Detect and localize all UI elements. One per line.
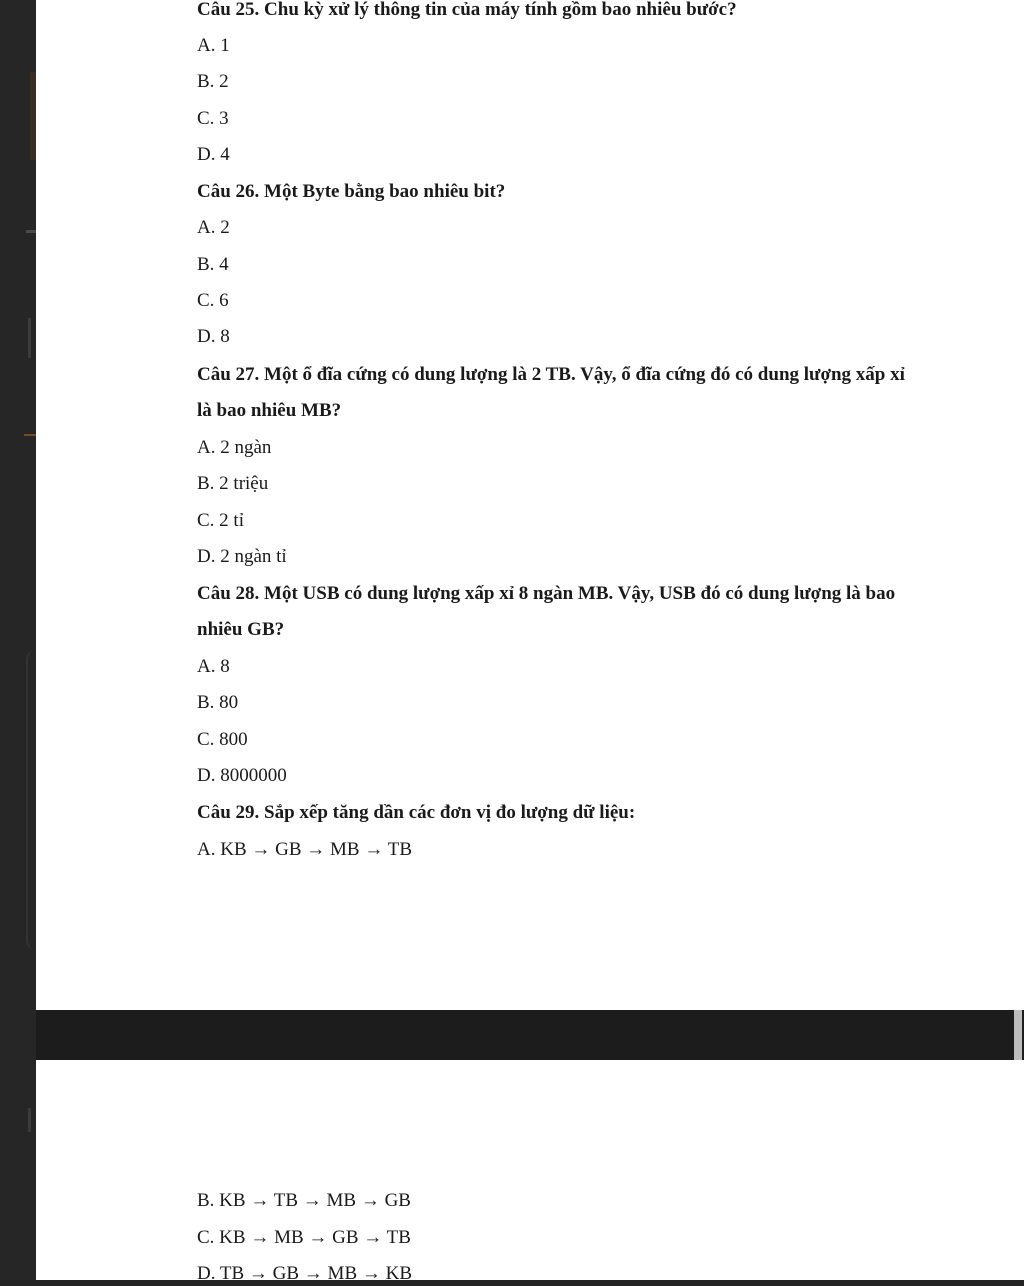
left-background-strip: [0, 0, 36, 1280]
question-29-option-a: A. KB → GB → MB → TB: [197, 839, 413, 860]
question-27-option-d: D. 2 ngàn tỉ: [197, 546, 287, 567]
question-26-option-b: B. 4: [197, 254, 229, 275]
background-mark: [26, 230, 36, 233]
question-28-option-c: C. 800: [197, 729, 248, 750]
question-28-option-b: B. 80: [197, 692, 239, 713]
question-25-option-a: A. 1: [197, 35, 230, 56]
question-27-option-a: A. 2 ngàn: [197, 437, 272, 458]
question-25-option-c: C. 3: [197, 108, 229, 129]
question-29-title: Câu 29. Sắp xếp tăng dần các đơn vị đo lượng dữ liệu:: [197, 802, 636, 823]
question-29-option-c: C. KB → MB → GB → TB: [197, 1227, 411, 1248]
question-29-option-b: B. KB → TB → MB → GB: [197, 1190, 411, 1211]
page-divider-bar: [36, 1010, 1024, 1060]
question-25-option-d: D. 4: [197, 144, 230, 165]
question-25-option-b: B. 2: [197, 71, 229, 92]
question-29-option-d: D. TB → GB → MB → KB: [197, 1263, 413, 1284]
question-26-option-c: C. 6: [197, 290, 229, 311]
document-page-bottom: [36, 1060, 1024, 1280]
background-mark: [24, 434, 36, 436]
question-28-title-line1: Câu 28. Một USB có dung lượng xấp xỉ 8 ngàn MB. Vậy, USB đó có dung lượng là bao: [197, 583, 896, 604]
question-26-option-a: A. 2: [197, 217, 230, 238]
scrollbar-thumb[interactable]: [1014, 1010, 1022, 1060]
background-mark: [28, 1108, 36, 1132]
question-26-title: Câu 26. Một Byte bằng bao nhiêu bit?: [197, 181, 506, 202]
question-25-title: Câu 25. Chu kỳ xử lý thông tin của máy tính gồm bao nhiêu bước?: [197, 0, 737, 20]
question-27-title-line1: Câu 27. Một ổ đĩa cứng có dung lượng là 2 TB. Vậy, ổ đĩa cứng đó có dung lượng xấp xỉ: [197, 364, 905, 385]
question-28-title-line2: nhiêu GB?: [197, 619, 285, 640]
background-mark: [26, 650, 36, 950]
question-27-option-b: B. 2 triệu: [197, 473, 269, 494]
question-28-option-d: D. 8000000: [197, 765, 287, 786]
background-mark: [28, 318, 36, 358]
question-27-option-c: C. 2 tỉ: [197, 510, 244, 531]
question-28-option-a: A. 8: [197, 656, 230, 677]
question-27-title-line2: là bao nhiêu MB?: [197, 400, 342, 421]
document-page-top: [36, 0, 1024, 1010]
question-26-option-d: D. 8: [197, 326, 230, 347]
